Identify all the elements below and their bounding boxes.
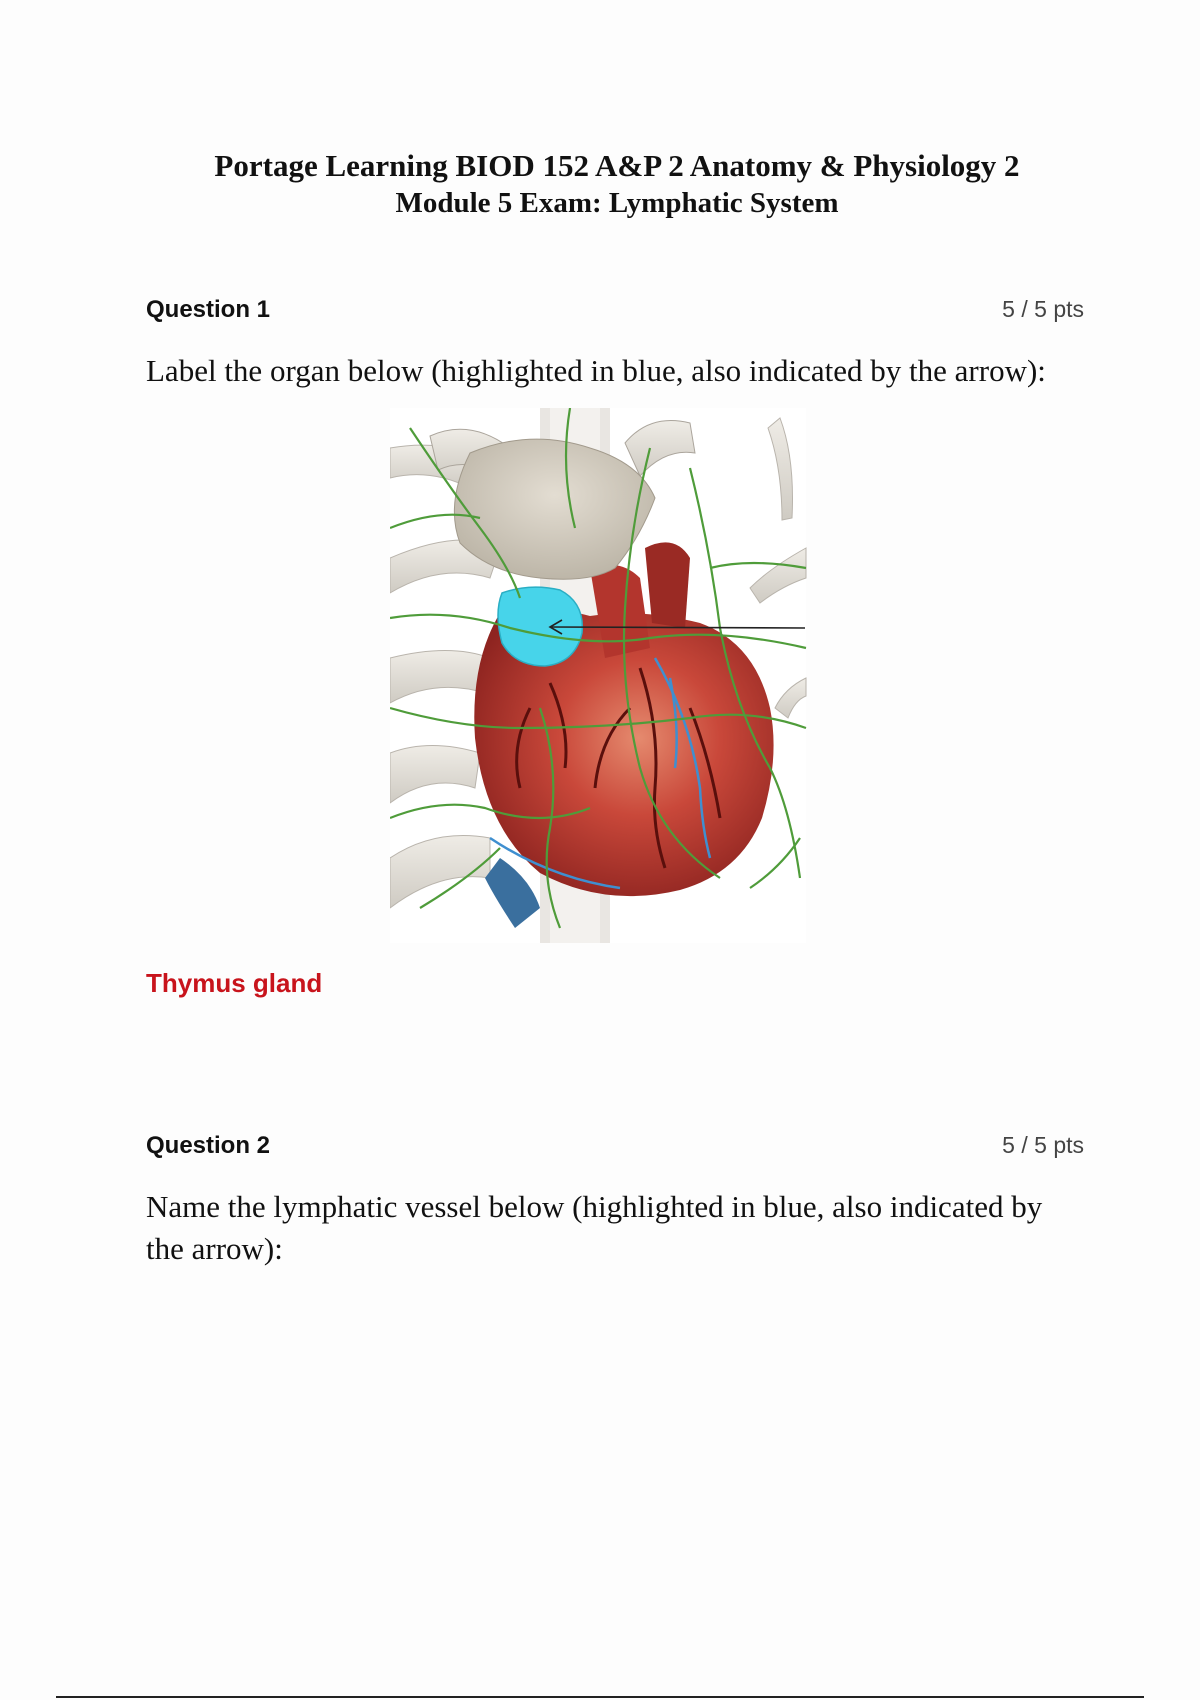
question-prompt: Name the lymphatic vessel below (highlighted in blue, also indicated by the arrow): [146,1189,1043,1266]
document-header [0,146,1200,220]
question-points: 5 / 5 pts [1002,296,1084,322]
thymus-anatomy-figure [390,408,810,943]
question-1 [146,296,1084,392]
question-label: Question 2 [146,1132,271,1159]
question-header [146,296,1084,336]
document-subtitle: Module 5 Exam: Lymphatic System [395,187,839,219]
question-label: Question 1 [146,296,271,323]
question-prompt: Label the organ below (highlighted in blue, also indicated by the arrow): [146,353,1046,388]
answer-text: Thymus gland [146,968,323,998]
question-header [146,1132,1084,1172]
document-title: Portage Learning BIOD 152 A&P 2 Anatomy & Physiology 2 [214,148,1020,183]
question-points: 5 / 5 pts [1002,1132,1084,1158]
page-bottom-rule [56,1696,1144,1698]
question-2 [146,1132,1084,1270]
